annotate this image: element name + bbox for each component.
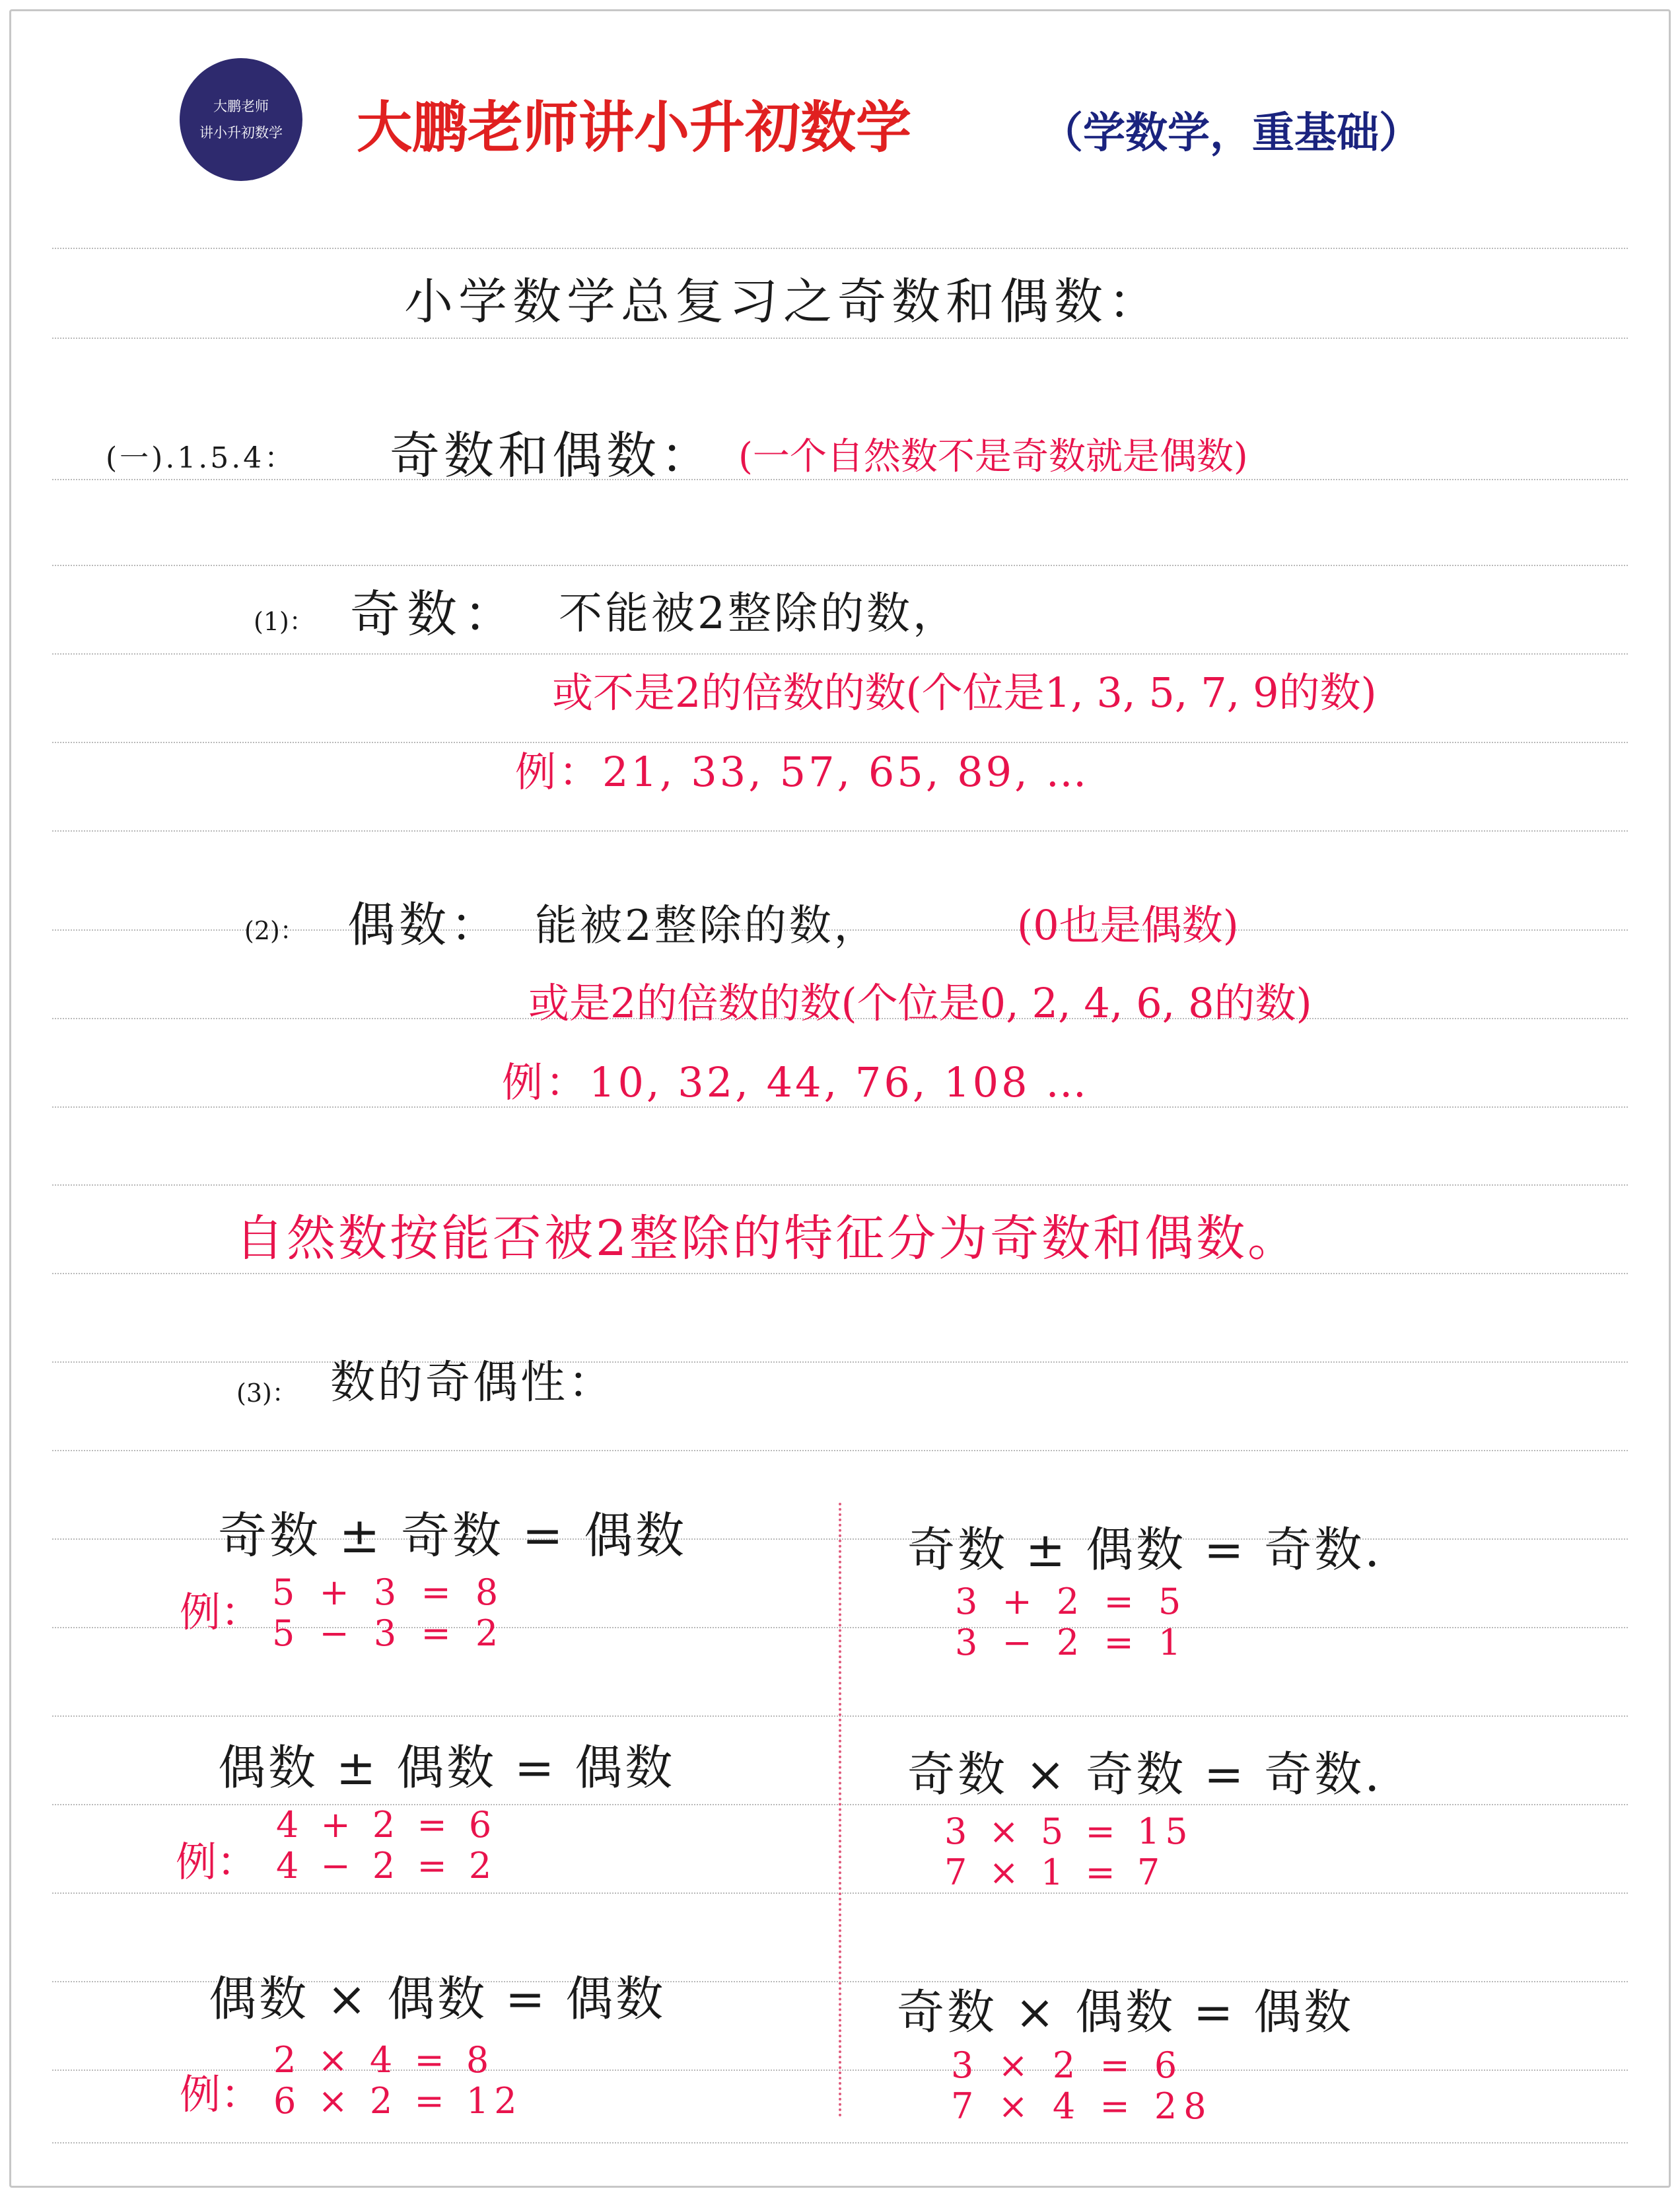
- odd-example: 例：21, 33, 57, 65, 89, …: [515, 748, 1090, 796]
- odd-label: (1)：: [254, 607, 314, 636]
- section-number: (一).1.5.4：: [106, 441, 297, 475]
- section-note: (一个自然数不是奇数就是偶数): [738, 435, 1248, 478]
- slogan: （学数学，重基础）: [1041, 109, 1421, 158]
- logo-line-1: 大鹏老师: [213, 98, 269, 114]
- example-line: 3 + 2 = 5: [955, 1581, 1188, 1622]
- ruled-line: [52, 830, 1628, 832]
- logo-line-2: 讲小升初数学: [199, 125, 283, 141]
- example-mark: 例：: [180, 1588, 262, 1636]
- logo-badge: [180, 58, 302, 181]
- ruled-line: [52, 1184, 1628, 1186]
- example-mark: 例：: [176, 1838, 258, 1886]
- example-line: 5 − 3 = 2: [272, 1612, 505, 1654]
- example-line: 4 − 2 = 2: [276, 1845, 497, 1887]
- rule-odd-times-even: 奇数 × 偶数 = 偶数: [897, 1984, 1354, 2040]
- ruled-line: [52, 653, 1628, 655]
- column-divider: [839, 1503, 841, 2117]
- ruled-line: [52, 1106, 1628, 1108]
- example-line: 3 × 2 = 6: [951, 2044, 1184, 2086]
- ruled-line: [52, 565, 1628, 566]
- even-label: (2)：: [244, 916, 305, 945]
- even-alternative: 或是2的倍数的数(个位是0, 2, 4, 6, 8的数): [528, 979, 1312, 1027]
- even-example: 例：10, 32, 44, 76, 108 …: [502, 1058, 1090, 1106]
- example-line: 3 − 2 = 1: [955, 1622, 1188, 1663]
- rule-odd-times-odd: 奇数 × 奇数 = 奇数.: [907, 1747, 1383, 1802]
- ruled-line: [52, 479, 1628, 480]
- odd-definition: 不能被2整除的数，: [559, 588, 959, 639]
- section-heading: 奇数和偶数：: [390, 426, 715, 485]
- odd-alternative: 或不是2的倍数的数(个位是1, 3, 5, 7, 9的数): [552, 668, 1377, 717]
- even-term: 偶数：: [347, 897, 503, 953]
- example-line: 7 × 1 = 7: [944, 1852, 1166, 1893]
- ruled-line: [52, 338, 1628, 339]
- rule-odd-pm-even: 奇数 ± 偶数 = 奇数.: [907, 1522, 1383, 1577]
- ruled-line: [52, 1273, 1628, 1274]
- summary-statement: 自然数按能否被2整除的特征分为奇数和偶数。: [235, 1210, 1300, 1267]
- example-line: 6 × 2 = 12: [273, 2080, 522, 2122]
- ruled-line: [52, 1450, 1628, 1451]
- ruled-line: [52, 2142, 1628, 2143]
- even-definition-note: (0也是偶数): [1017, 901, 1239, 949]
- example-line: 4 + 2 = 6: [276, 1804, 497, 1846]
- odd-term: 奇数：: [350, 585, 520, 643]
- page-title: 小学数学总复习之奇数和偶数：: [404, 273, 1162, 330]
- ruled-line: [52, 248, 1628, 249]
- example-line: 3 × 5 = 15: [944, 1811, 1193, 1852]
- rule-odd-pm-odd: 奇数 ± 奇数 = 偶数: [218, 1507, 687, 1564]
- example-line: 2 × 4 = 8: [273, 2039, 495, 2081]
- even-definition: 能被2整除的数，: [535, 902, 879, 951]
- ruled-line: [52, 742, 1628, 743]
- ruled-line: [52, 1361, 1628, 1363]
- example-mark: 例：: [180, 2070, 262, 2118]
- rule-even-times-even: 偶数 × 偶数 = 偶数: [209, 1971, 666, 2027]
- rule-even-pm-even: 偶数 ± 偶数 = 偶数: [218, 1740, 676, 1795]
- brand-title: 大鹏老师讲小升初数学: [357, 95, 912, 160]
- parity-heading: 数的奇偶性：: [330, 1357, 616, 1409]
- parity-label: (3)：: [236, 1379, 297, 1408]
- example-line: 7 × 4 = 28: [951, 2085, 1213, 2127]
- example-line: 5 + 3 = 8: [272, 1571, 505, 1613]
